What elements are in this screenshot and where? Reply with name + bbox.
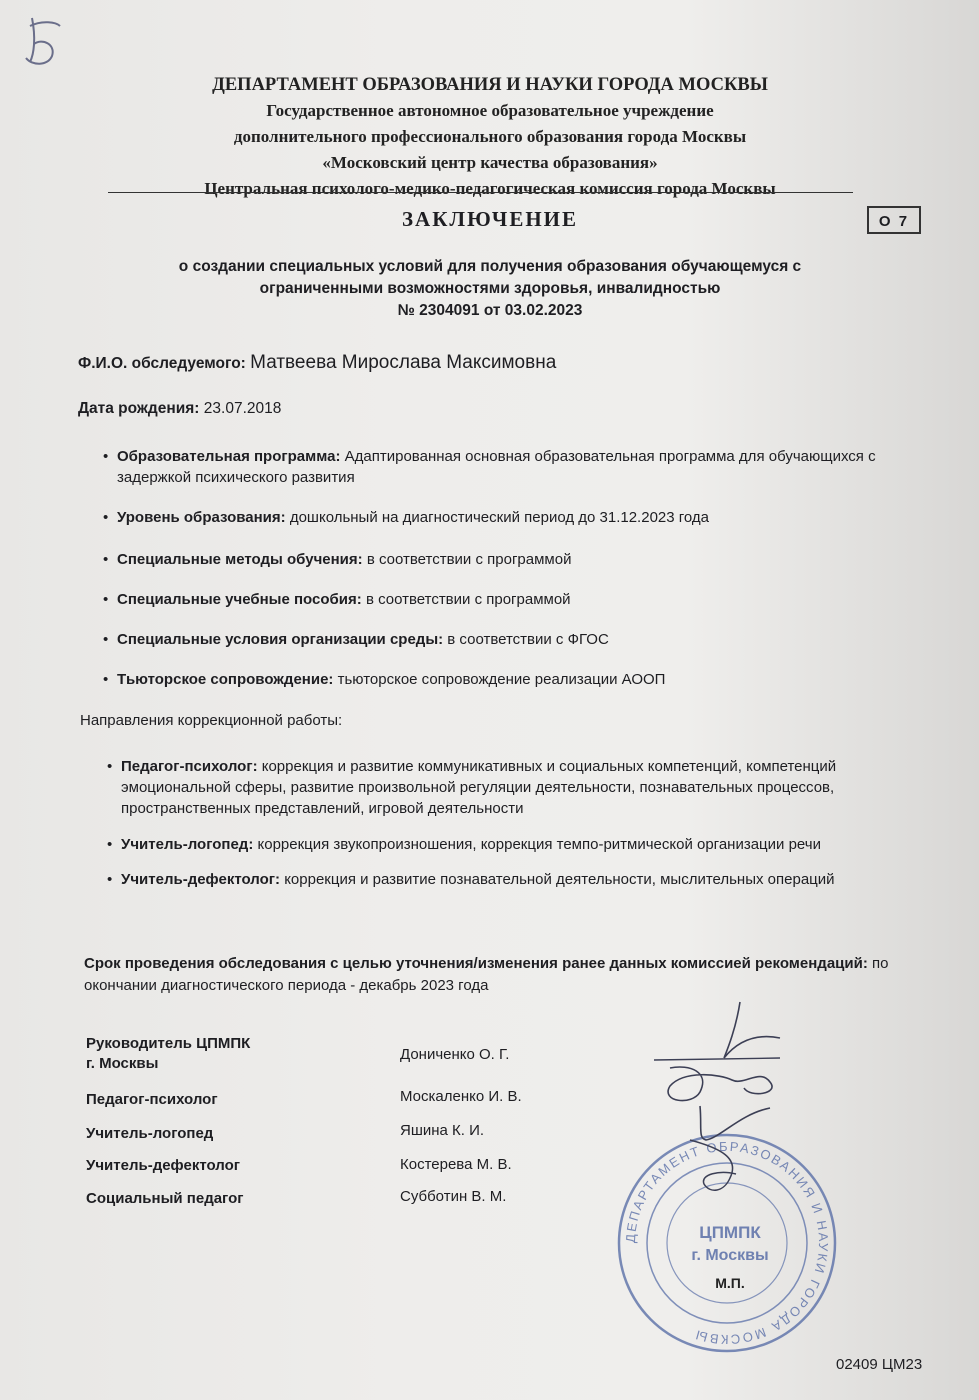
review-period-label: Срок проведения обследования с целью уточнения/изменения ранее данных комиссией рекомендаций:	[84, 955, 868, 972]
correction-item: • Педагог-психолог: коррекция и развитие коммуникативных и социальных компетенций, компетенций эмоциональной сферы, развитие произвольной регуляции деятельности, познавательных процессов, пространственных представлений, игровой деятельности	[107, 756, 907, 819]
condition-item: • Образовательная программа: Адаптированная основная образовательная программа для обучающихся с задержкой психического развития	[103, 446, 903, 488]
review-period-value: по окончании диагностического периода - декабрь 2023 года	[84, 955, 889, 994]
signatory-role: Социальный педагог	[86, 1190, 244, 1207]
stamp-ring-text: ДЕПАРТАМЕНТ ОБРАЗОВАНИЯ И НАУКИ ГОРОДА МОСКВЫ	[622, 1138, 832, 1348]
condition-item: • Специальные условия организации среды: в соответствии с ФГОС	[103, 629, 903, 650]
signatory-role: Руководитель ЦПМПК г. Москвы	[86, 1035, 251, 1072]
birth-date: 23.07.2018	[203, 400, 282, 417]
signatory-name: Субботин В. М.	[400, 1188, 507, 1205]
person-name-field	[78, 352, 556, 374]
header-divider	[108, 192, 853, 193]
birth-date-field	[78, 400, 281, 418]
stamp-center-line-1: ЦПМПК	[699, 1223, 761, 1242]
footer-code: 02409 ЦМ23	[836, 1356, 923, 1373]
correction-directions-list	[107, 756, 907, 890]
document-title: ЗАКЛЮЧЕНИЕ	[401, 207, 579, 231]
signatory-name: Костерева М. В.	[400, 1156, 512, 1173]
document-subtitle	[110, 256, 870, 322]
institution-header	[100, 72, 880, 202]
special-conditions-list	[103, 446, 903, 690]
subtitle-line-2: ограниченными возможностями здоровья, инвалидностью	[259, 280, 721, 297]
department-name: ДЕПАРТАМЕНТ ОБРАЗОВАНИЯ И НАУКИ ГОРОДА МОСКВЫ	[212, 75, 768, 95]
condition-item: • Уровень образования: дошкольный на диагностический период до 31.12.2023 года	[103, 507, 903, 528]
subtitle-line-1: о создании специальных условий для получения образования обучающемуся с	[178, 258, 802, 275]
condition-item: • Специальные учебные пособия: в соответствии с программой	[103, 589, 903, 610]
signatory-name: Дониченко О. Г.	[400, 1046, 510, 1063]
handwritten-page-mark	[12, 8, 72, 70]
person-name-label: Ф.И.О. обследуемого:	[78, 355, 246, 372]
review-period	[84, 953, 904, 997]
header-line-2: дополнительного профессионального образования города Москвы	[233, 127, 747, 146]
signatory-role: Педагог-психолог	[86, 1091, 218, 1108]
condition-item: • Специальные методы обучения: в соответствии с программой	[103, 549, 903, 570]
signatory-role: Учитель-логопед	[86, 1125, 214, 1142]
condition-item: • Тьюторское сопровождение: тьюторское сопровождение реализации АООП	[103, 669, 903, 690]
seal-label: М.П.	[715, 1275, 745, 1291]
correction-heading: Направления коррекционной работы:	[80, 712, 343, 729]
person-name: Матвеева Мирослава Максимовна	[250, 352, 557, 373]
header-line-4: Центральная психолого-медико-педагогическая комиссия города Москвы	[204, 179, 776, 198]
correction-item: • Учитель-логопед: коррекция звукопроизношения, коррекция темпо-ритмической организации речи	[107, 834, 907, 855]
signatory-name: Яшина К. И.	[400, 1122, 485, 1139]
header-line-1: Государственное автономное образовательное учреждение	[266, 101, 714, 120]
handwritten-signatures	[640, 998, 800, 1228]
header-line-3: «Московский центр качества образования»	[322, 153, 658, 172]
birth-date-label: Дата рождения:	[78, 400, 200, 417]
signatory-name: Москаленко И. В.	[400, 1088, 522, 1105]
correction-item: • Учитель-дефектолог: коррекция и развитие познавательной деятельности, мыслительных операций	[107, 869, 907, 890]
stamp-center-line-2: г. Москвы	[691, 1247, 769, 1264]
form-code-box: О 7	[867, 206, 921, 234]
document-number: № 2304091 от 03.02.2023	[397, 302, 583, 319]
signatory-role: Учитель-дефектолог	[86, 1157, 241, 1174]
